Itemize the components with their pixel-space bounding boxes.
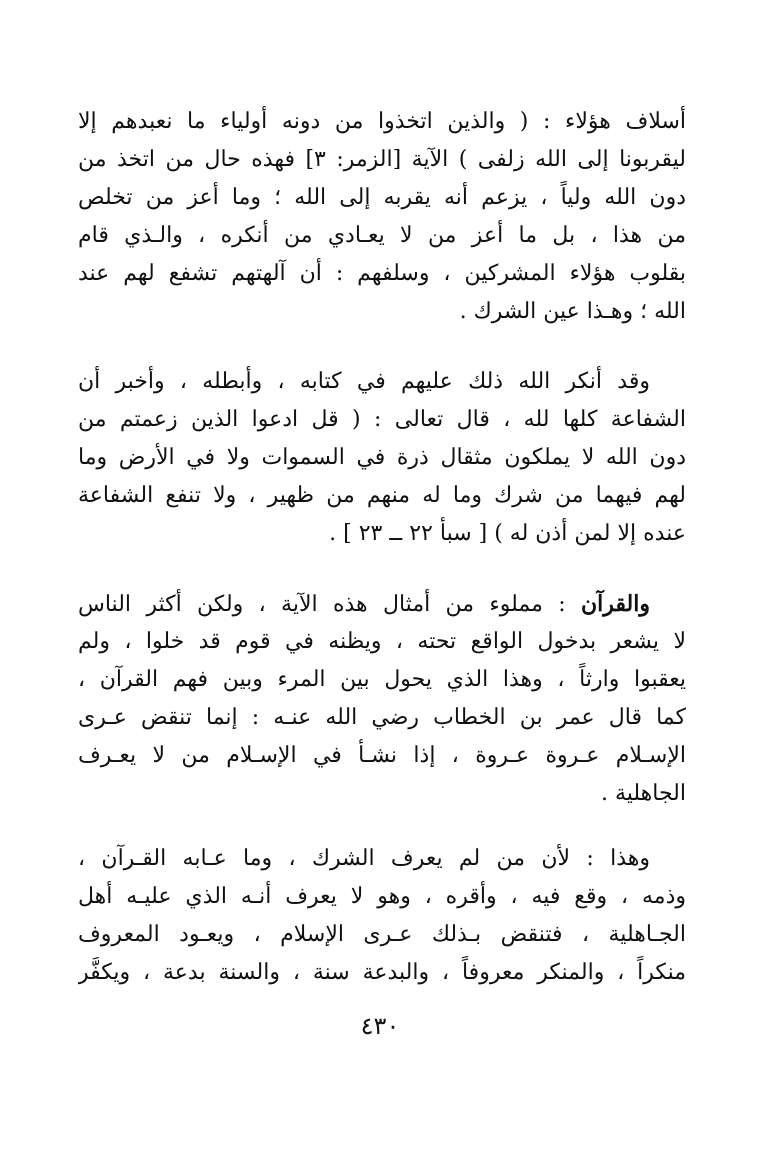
paragraph-3-line-3: يعقبوا وارثاً ، وهذا الذي يحول بين المرء وبين فهم القرآن ، (78, 667, 686, 692)
paragraph-3-line-6: الجاهلية . (600, 781, 686, 806)
paragraph-3-line-2: لا يشعر بدخول الواقع تحته ، ويظنه في قوم قد خلوا ، ولم (78, 629, 686, 654)
paragraph-2-line-2: الشفاعة كلها لله ، قال تعالى : ( قل ادعوا الذين زعمتم من (78, 407, 686, 432)
paragraph-2-line-5: عنده إلا لمن أذن له ) [ سبأ ٢٢ ــ ٢٣ ] . (329, 521, 686, 546)
paragraph-4-line-1: وهذا : لأن من لم يعرف الشرك ، وما عـابه القـرآن ، (78, 846, 650, 871)
paragraph-1-line-4: من هذا ، بل ما أعز من لا يعـادي من أنكره ، والـذي قام (78, 223, 686, 248)
paragraph-1-line-3: دون الله ولياً ، يزعم أنه يقربه إلى الله ؛ وما أعز من تخلص (78, 185, 686, 210)
paragraph-4-line-4: منكراً ، والمنكر معروفاً ، والبدعة سنة ، والسنة بدعة ، ويكفَّر (78, 960, 686, 985)
paragraph-2-line-3: دون الله لا يملكون مثقال ذرة في السموات ولا في الأرض وما (78, 445, 686, 470)
paragraph-3-line-4: كما قال عمر بن الخطاب رضي الله عنـه : إنما تنقض عـرى (78, 705, 686, 730)
page-number: ٤٣٠ (360, 1012, 400, 1040)
paragraph-1-line-6: الله ؛ وهـذا عين الشرك . (459, 299, 686, 324)
paragraph-1-line-5: بقلوب هؤلاء المشركين ، وسلفهم : أن آلهتهم تشفع لهم عند (78, 261, 686, 286)
paragraph-3-line-1 (78, 585, 686, 623)
paragraph-4-line-2: وذمه ، وقع فيه ، وأقره ، وهو لا يعرف أنـه الذي عليـه أهل (78, 884, 686, 909)
paragraph-4-line-3: الجـاهلية ، فتنقض بـذلك عـرى الإسلام ، ويعـود المعروف (78, 922, 686, 947)
paragraph-4 (78, 840, 686, 992)
paragraph-2 (78, 363, 686, 553)
paragraph-3-line-1-text: : مملوء من أمثال هذه الآية ، ولكن أكثر الناس (78, 592, 582, 617)
paragraph-3 (78, 585, 686, 813)
paragraph-2-line-1: وقد أنكر الله ذلك عليهم في كتابه ، وأبطله ، وأخبر أن (78, 369, 650, 394)
paragraph-3-line-5: الإسـلام عـروة عـروة ، إذا نشـأ في الإسـلام من لا يعـرف (78, 743, 686, 768)
paragraph-1-line-1: أسلاف هؤلاء : ( والذين اتخذوا من دونه أولياء ما نعبدهم إلا (78, 109, 686, 134)
paragraph-1-line-2: ليقربونا إلى الله زلفى ) الآية [الزمر: ٣] فهذه حال من اتخذ من (78, 147, 686, 172)
paragraph-3-lead-term: والقرآن (581, 591, 650, 617)
paragraph-2-line-4: لهم فيهما من شرك وما له منهم من ظهير ، ولا تنفع الشفاعة (78, 483, 686, 508)
paragraph-1 (78, 103, 686, 331)
